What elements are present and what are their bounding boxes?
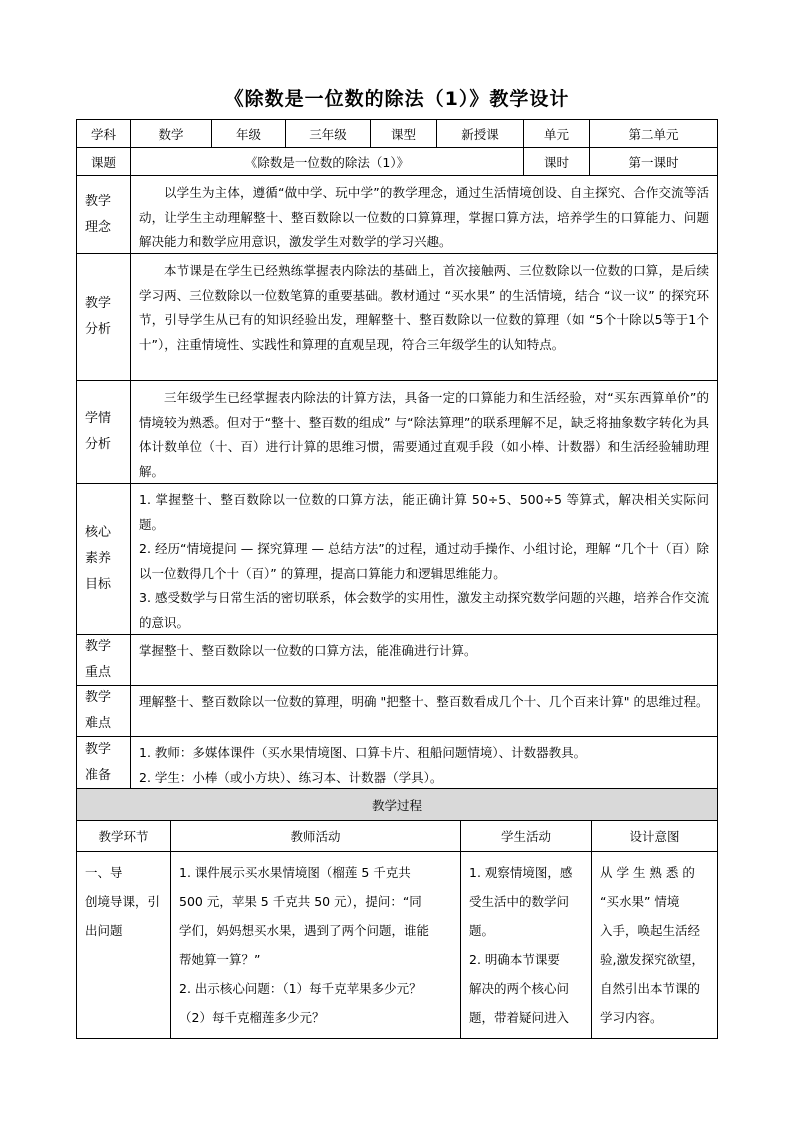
goal-item: 1. 掌握整十、整百数除以一位数的口算方法，能正确计算 50÷5、500÷5 等算式，解决相关实际问题。 [139,492,709,532]
preparation-item: 1. 教师：多媒体课件（买水果情境图、口算卡片、租船问题情境）、计数器教具。 [139,745,587,760]
analysis-text: 本节课是在学生已经熟练掌握表内除法的基础上，首次接触两、三位数除以一位数的口算，是后续学习两、三位数除以一位数笔算的重要基础。教材通过 “买水果” 的生活情境，结合 “议一议” 的探究环节，引导学生从已有的知识经验出发，理解整十、整百数除以一位数的算理（如 “5个十除以5等于1个十”），注重情境性、实践性和算理的直观呈现，符合三年级学生的认知特点。 [130,253,718,381]
preparation-list [130,736,718,789]
concept-text: 以学生为主体，遵循“做中学、玩中学”的教学理念，通过生活情境创设、自主探究、合作交流等活动，让学生主动理解整十、整百数除以一位数的口算算理，掌握口算方法，培养学生的口算能力、问题解决能力和数学应用意识，激发学生对数学的学习兴趣。 [130,175,718,254]
goals-label: 核心 素养 目标 [76,483,131,635]
process-header: 教学过程 [76,788,718,821]
difficulty-label: 教学 难点 [76,685,131,737]
subject-label: 学科 [76,119,131,148]
topic-label: 课题 [76,147,131,176]
goal-item: 3. 感受数学与日常生活的密切联系，体会数学的实用性，激发主动探究数学问题的兴趣，培养合作交流的意识。 [139,590,709,630]
process-student-activity: 1. 观察情境图，感 受生活中的数学问 题。 2. 明确本节课要 解决的两个核心问 题，带着疑问进入 [460,851,592,1039]
column-header-intent: 设计意图 [591,820,718,852]
preparation-label: 教学 准备 [76,736,131,789]
period-label: 课时 [523,147,590,176]
learners-label: 学情 分析 [76,380,131,484]
period-value: 第一课时 [589,147,718,176]
key-point-label: 教学 重点 [76,634,131,686]
process-stage: 一、导 创境导课，引 出问题 [76,851,171,1039]
goal-item: 2. 经历“情境提问 — 探究算理 — 总结方法”的过程，通过动手操作、小组讨论，理解 “几个十（百）除以一位数得几个十（百）” 的算理，提高口算能力和逻辑思维能力。 [139,541,709,581]
concept-label: 教学 理念 [76,175,131,254]
difficulty-text: 理解整十、整百数除以一位数的算理，明确 "把整十、整百数看成几个十、几个百来计算" 的思维过程。 [130,685,718,737]
process-teacher-activity: 1. 课件展示买水果情境图（榴莲 5 千克共 500 元，苹果 5 千克共 50 元），提问：“同 学们，妈妈想买水果，遇到了两个问题，谁能 帮她算一算？” 2. 出示核心问题：（1）每千克苹果多少元？ （2）每千克榴莲多少元？ [170,851,461,1039]
analysis-label: 教学 分析 [76,253,131,381]
unit-label: 单元 [523,119,590,148]
topic-value: 《除数是一位数的除法（1）》 [130,147,524,176]
document-title: 《除数是一位数的除法（1）》教学设计 [224,88,570,110]
column-header-teacher: 教师活动 [170,820,461,852]
grade-value: 三年级 [285,119,371,148]
type-label: 课型 [370,119,437,148]
goals-list [130,483,718,635]
preparation-item: 2. 学生：小棒（或小方块）、练习本、计数器（学具）。 [139,769,443,785]
type-value: 新授课 [436,119,524,148]
column-header-student: 学生活动 [460,820,592,852]
subject-value: 数学 [130,119,212,148]
key-point-text: 掌握整十、整百数除以一位数的口算方法，能准确进行计算。 [130,634,718,686]
learners-text: 三年级学生已经掌握表内除法的计算方法，具备一定的口算能力和生活经验，对“买东西算单价”的情境较为熟悉。但对于“整十、整百数的组成” 与“除法算理”的联系理解不足，缺乏将抽象数字转化为具体计数单位（十、百）进行计算的思维习惯，需要通过直观手段（如小棒、计数器）和生活经验辅助理解。 [130,380,718,484]
process-design-intent: 从 学 生 熟 悉 的 “买水果” 情境 入手，唤起生活经 验,激发探究欲望， 自然引出本节课的 学习内容。 [591,851,718,1039]
unit-value: 第二单元 [589,119,718,148]
column-header-stage: 教学环节 [76,820,171,852]
grade-label: 年级 [211,119,286,148]
